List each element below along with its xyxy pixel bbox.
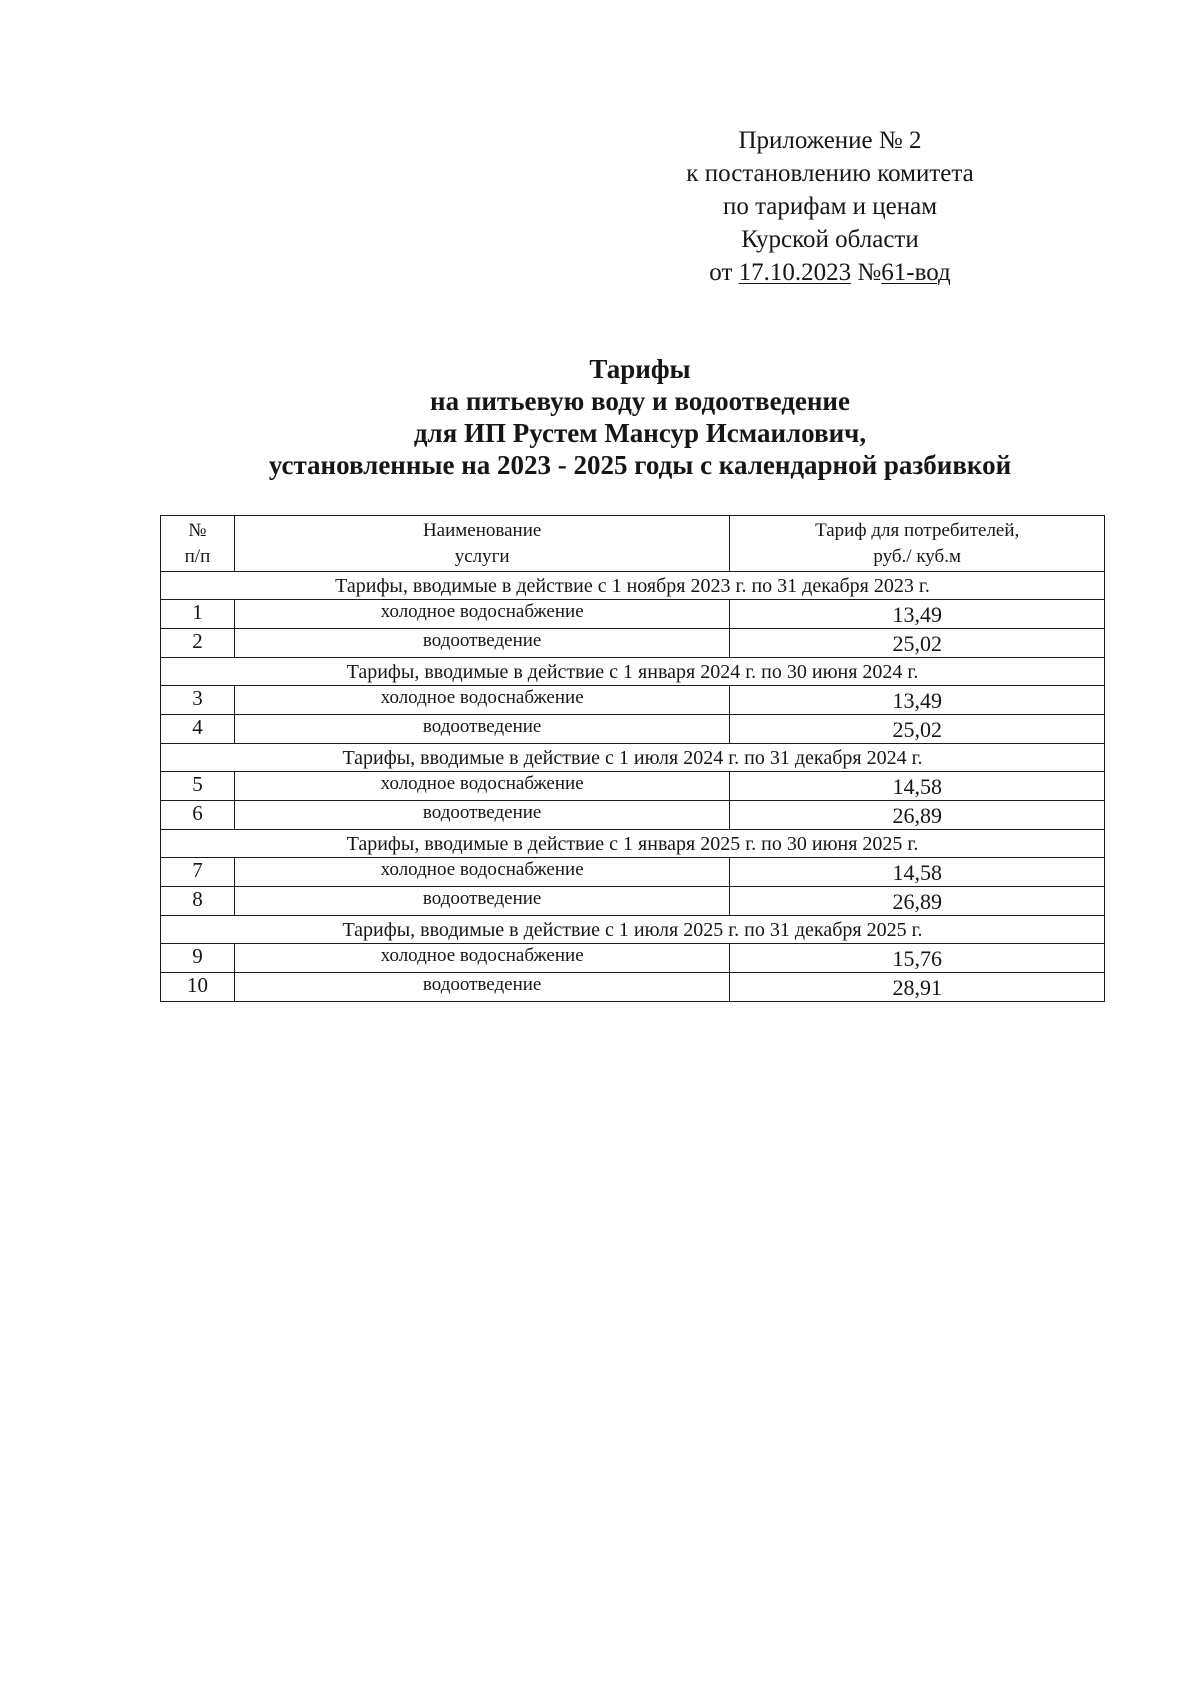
table-row (161, 715, 1105, 744)
title-line-4: установленные на 2023 - 2025 годы с календарной разбивкой (268, 450, 1012, 480)
header-service-line-1: Наименование (422, 519, 542, 541)
annex-number-prefix: № (857, 259, 882, 286)
period-row (161, 658, 1105, 686)
table-header-row (161, 516, 1105, 572)
period-label: Тарифы, вводимые в действие с 1 января 2024 г. по 30 июня 2024 г. (161, 658, 1105, 686)
period-row (161, 572, 1105, 600)
header-tariff (730, 516, 1105, 572)
annex-number: 61-вод (881, 259, 951, 286)
row-tariff: 15,76 (730, 944, 1105, 973)
row-num: 5 (161, 772, 235, 801)
table-row (161, 944, 1105, 973)
header-num-line-2: п/п (184, 545, 211, 567)
row-num: 8 (161, 887, 235, 916)
row-num: 6 (161, 801, 235, 830)
annex-line-2: к постановлению комитета (686, 160, 974, 187)
table-row (161, 801, 1105, 830)
annex-date-line (640, 256, 1020, 289)
header-service-line-2: услуги (454, 545, 510, 567)
row-service: водоотведение (234, 629, 729, 658)
annex-line-1: Приложение № 2 (738, 127, 922, 154)
row-num: 10 (161, 973, 235, 1002)
row-tariff: 14,58 (730, 772, 1105, 801)
annex-line-3: по тарифам и ценам (722, 193, 938, 220)
period-row (161, 916, 1105, 944)
table-row (161, 973, 1105, 1002)
row-tariff: 26,89 (730, 801, 1105, 830)
table-row (161, 887, 1105, 916)
row-num: 1 (161, 600, 235, 629)
row-service: холодное водоснабжение (234, 600, 729, 629)
annex-header (640, 124, 1020, 289)
period-row (161, 830, 1105, 858)
table-row (161, 858, 1105, 887)
row-service: водоотведение (234, 973, 729, 1002)
row-num: 3 (161, 686, 235, 715)
period-label: Тарифы, вводимые в действие с 1 ноября 2023 г. по 31 декабря 2023 г. (161, 572, 1105, 600)
row-service: холодное водоснабжение (234, 858, 729, 887)
annex-line-4: Курской области (741, 226, 919, 253)
row-service: водоотведение (234, 887, 729, 916)
tariffs-table (160, 515, 1105, 1002)
title-line-2: на питьевую воду и водоотведение (430, 386, 850, 416)
title-line-3: для ИП Рустем Мансур Исмаилович, (413, 418, 867, 448)
annex-date: 17.10.2023 (738, 259, 852, 286)
row-tariff: 13,49 (730, 686, 1105, 715)
row-service: холодное водоснабжение (234, 944, 729, 973)
annex-date-prefix: от (709, 259, 733, 286)
header-tariff-line-2: руб./ куб.м (873, 545, 961, 567)
row-num: 2 (161, 629, 235, 658)
header-service (234, 516, 729, 572)
document-title (160, 353, 1120, 481)
period-label: Тарифы, вводимые в действие с 1 января 2025 г. по 30 июня 2025 г. (161, 830, 1105, 858)
row-tariff: 28,91 (730, 973, 1105, 1002)
row-tariff: 25,02 (730, 715, 1105, 744)
period-row (161, 744, 1105, 772)
row-tariff: 26,89 (730, 887, 1105, 916)
row-service: водоотведение (234, 715, 729, 744)
header-num-line-1: № (188, 519, 207, 541)
table-row (161, 629, 1105, 658)
header-num (161, 516, 235, 572)
title-line-1: Тарифы (589, 354, 691, 384)
table-row (161, 600, 1105, 629)
period-label: Тарифы, вводимые в действие с 1 июля 2024 г. по 31 декабря 2024 г. (161, 744, 1105, 772)
row-num: 9 (161, 944, 235, 973)
row-tariff: 13,49 (730, 600, 1105, 629)
row-service: холодное водоснабжение (234, 686, 729, 715)
row-tariff: 14,58 (730, 858, 1105, 887)
table-row (161, 772, 1105, 801)
row-num: 4 (161, 715, 235, 744)
row-service: холодное водоснабжение (234, 772, 729, 801)
table-row (161, 686, 1105, 715)
period-label: Тарифы, вводимые в действие с 1 июля 2025 г. по 31 декабря 2025 г. (161, 916, 1105, 944)
header-tariff-line-1: Тариф для потребителей, (815, 519, 1020, 541)
row-num: 7 (161, 858, 235, 887)
row-service: водоотведение (234, 801, 729, 830)
row-tariff: 25,02 (730, 629, 1105, 658)
